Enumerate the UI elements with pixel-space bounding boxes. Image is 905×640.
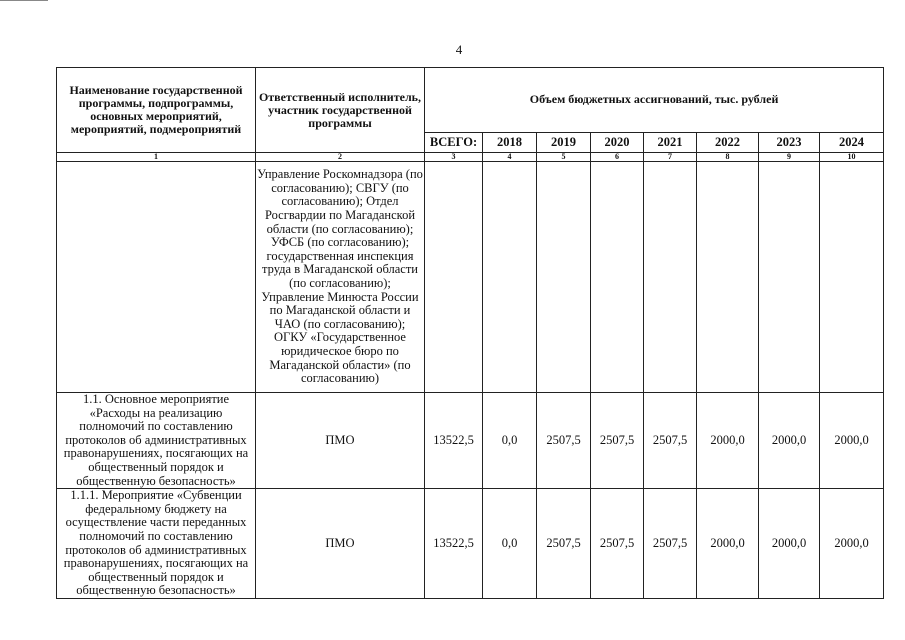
column-number: 5	[537, 153, 591, 162]
header-year-total: ВСЕГО:	[425, 132, 483, 152]
header-executor-column: Ответственный исполнитель, участник государственной программы	[256, 68, 425, 153]
budget-table	[56, 67, 884, 599]
row-name-cell	[57, 162, 256, 393]
header-year-2020: 2020	[591, 132, 644, 152]
header-year-2022: 2022	[697, 132, 759, 152]
table-row	[57, 393, 884, 489]
column-number: 4	[483, 153, 537, 162]
row-value-2018: 0,0	[483, 393, 537, 489]
column-number: 6	[591, 153, 644, 162]
page-number: 4	[455, 42, 463, 57]
row-value-2019	[537, 162, 591, 393]
row-value-2018	[483, 162, 537, 393]
row-value-2020	[591, 162, 644, 393]
header-row-top	[57, 68, 884, 133]
row-value-2020: 2507,5	[591, 489, 644, 599]
row-value-2022: 2000,0	[697, 393, 759, 489]
row-value-2024: 2000,0	[820, 489, 884, 599]
header-year-2024: 2024	[820, 132, 884, 152]
row-value-2021	[644, 162, 697, 393]
row-value-2018: 0,0	[483, 489, 537, 599]
row-value-2022: 2000,0	[697, 489, 759, 599]
row-value-2023: 2000,0	[759, 489, 820, 599]
row-value-total: 13522,5	[425, 393, 483, 489]
header-year-2021: 2021	[644, 132, 697, 152]
column-number-row	[57, 153, 884, 162]
row-value-2020: 2507,5	[591, 393, 644, 489]
header-budget-group: Объем бюджетных ассигнований, тыс. рублей	[425, 68, 884, 133]
column-number: 1	[57, 153, 256, 162]
row-value-total	[425, 162, 483, 393]
row-executor-cell: Управление Роскомнадзора (по согласованию); СВГУ (по согласованию); Отдел Росгвардии по Магаданской области (по согласованию); УФСБ (по согласованию); государственная инспекция труда в Магаданской области (по согласованию); Управление Минюста России по Магаданской области и ЧАО (по согласованию); ОГКУ «Государственное юридическое бюро по Магаданской области» (по согласованию)	[256, 162, 425, 393]
column-number: 2	[256, 153, 425, 162]
column-number: 3	[425, 153, 483, 162]
header-year-2019: 2019	[537, 132, 591, 152]
row-value-2019: 2507,5	[537, 393, 591, 489]
column-number: 9	[759, 153, 820, 162]
row-name-cell: 1.1.1. Мероприятие «Субвенции федеральному бюджету на осуществление части переданных полномочий по составлению протоколов об административных правонарушениях, посягающих на общественный порядок и общественную безопасность»	[57, 489, 256, 599]
row-executor-cell: ПМО	[256, 393, 425, 489]
row-value-2023	[759, 162, 820, 393]
header-name-column: Наименование государственной программы, подпрограммы, основных мероприятий, мероприятий, подмероприятий	[57, 68, 256, 153]
header-year-2018: 2018	[483, 132, 537, 152]
row-value-2021: 2507,5	[644, 393, 697, 489]
table-row	[57, 162, 884, 393]
column-number: 10	[820, 153, 884, 162]
column-number: 8	[697, 153, 759, 162]
row-value-2024: 2000,0	[820, 393, 884, 489]
row-value-total: 13522,5	[425, 489, 483, 599]
row-value-2022	[697, 162, 759, 393]
row-value-2023: 2000,0	[759, 393, 820, 489]
scan-artifact-line	[0, 0, 48, 1]
row-value-2021: 2507,5	[644, 489, 697, 599]
row-name-cell: 1.1. Основное мероприятие «Расходы на реализацию полномочий по составлению протоколов об административных правонарушениях, посягающих на общественный порядок и общественную безопасность»	[57, 393, 256, 489]
header-year-2023: 2023	[759, 132, 820, 152]
row-value-2024	[820, 162, 884, 393]
table-row	[57, 489, 884, 599]
column-number: 7	[644, 153, 697, 162]
row-executor-cell: ПМО	[256, 489, 425, 599]
row-value-2019: 2507,5	[537, 489, 591, 599]
